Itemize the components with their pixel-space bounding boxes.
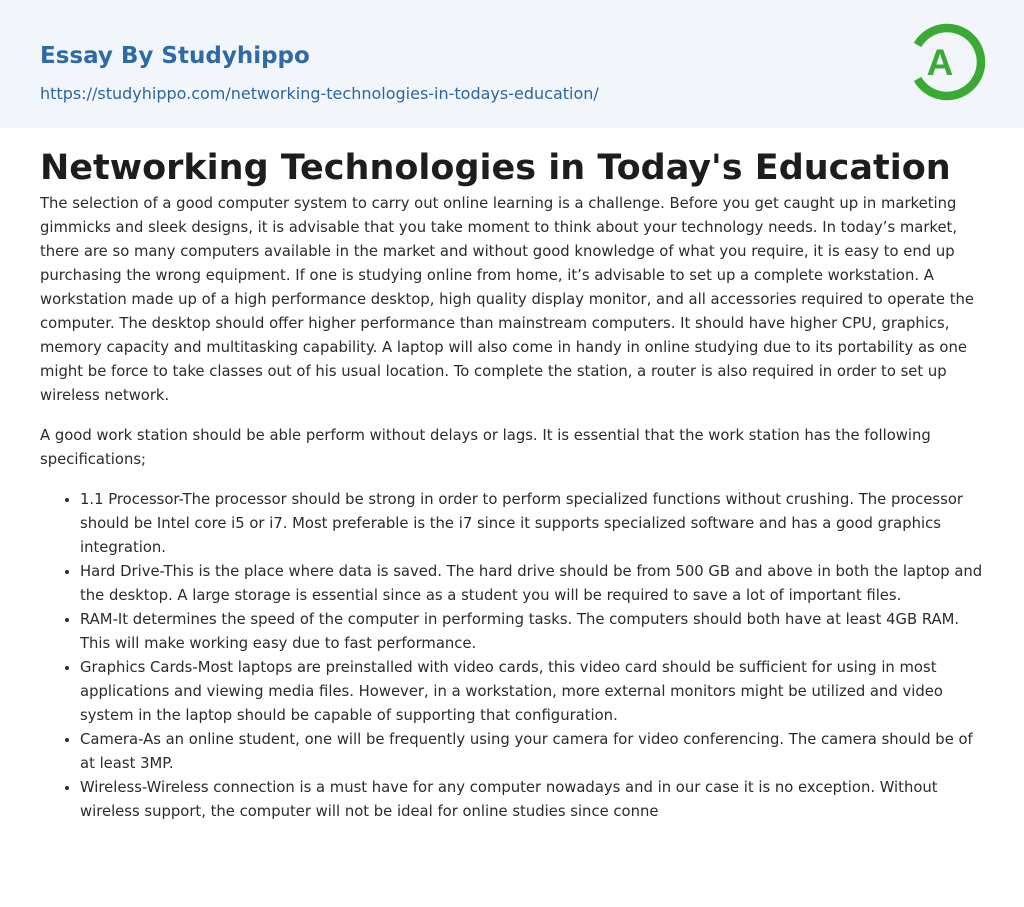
list-item-wireless: • Wireless-Wireless connection is a must have for any computer nowadays and in our case it is no exception. Without wireless support, the computer will not be ideal for online studies since conne [80,776,984,824]
intro-paragraph: The selection of a good computer system to carry out online learning is a challenge. Before you get caught up in marketing gimmicks and sleek designs, it is advisable that you take moment to think about your technology needs. In today’s market, there are so many computers available in the market and without good knowledge of what you require, it is easy to end up purchasing the wrong equipment. If one is studying online from home, it’s advisable to set up a complete workstation. A workstation made up of a high performance desktop, high quality display monitor, and all accessories required to operate the computer. The desktop should offer higher performance than mainstream computers. It should have higher CPU, graphics, memory capacity and multitasking capability. A laptop will also come in handy in online studying due to its portability as one might be force to take classes out of his usual location. To complete the station, a router is also required in order to set up wireless network. [40,195,975,404]
specifications-intro-paragraph: A good work station should be able perform without delays or lags. It is essential that the work station has the following specifications; [40,427,931,468]
list-item-camera: • Camera-As an online student, one will be frequently using your camera for video conferencing. The camera should be of at least 3MP. [80,728,984,776]
list-item-hard-drive: • Hard Drive-This is the place where data is saved. The hard drive should be from 500 GB and above in both the laptop and the desktop. A large storage is essential since as a student you will be required to save a lot of important files. [80,560,984,608]
studyhippo-logo-icon[interactable] [910,18,988,106]
list-item-processor: • 1.1 Processor-The processor should be strong in order to perform specialized functions without crushing. The processor should be Intel core i5 or i7. Most preferable is the i7 since it supports specialized software and has a good graphics integration. [80,488,984,560]
essay-title: Networking Technologies in Today's Education [40,148,951,188]
list-item-graphics-cards: • Graphics Cards-Most laptops are preinstalled with video cards, this video card should be sufficient for using in most applications and viewing media files. However, in a workstation, more external monitors might be utilized and video system in the laptop should be capable of supporting that configuration. [80,656,984,728]
site-header [0,0,1024,128]
list-item-ram: • RAM-It determines the speed of the computer in performing tasks. The computers should both have at least 4GB RAM. This will make working easy due to fast performance. [80,608,984,656]
essay-content [0,128,1024,824]
logo-letter: A [926,42,954,83]
brand-title: Essay By Studyhippo [40,43,310,69]
essay-url-link[interactable]: https://studyhippo.com/networking-technologies-in-todays-education/ [40,84,599,103]
specifications-list [40,488,984,824]
